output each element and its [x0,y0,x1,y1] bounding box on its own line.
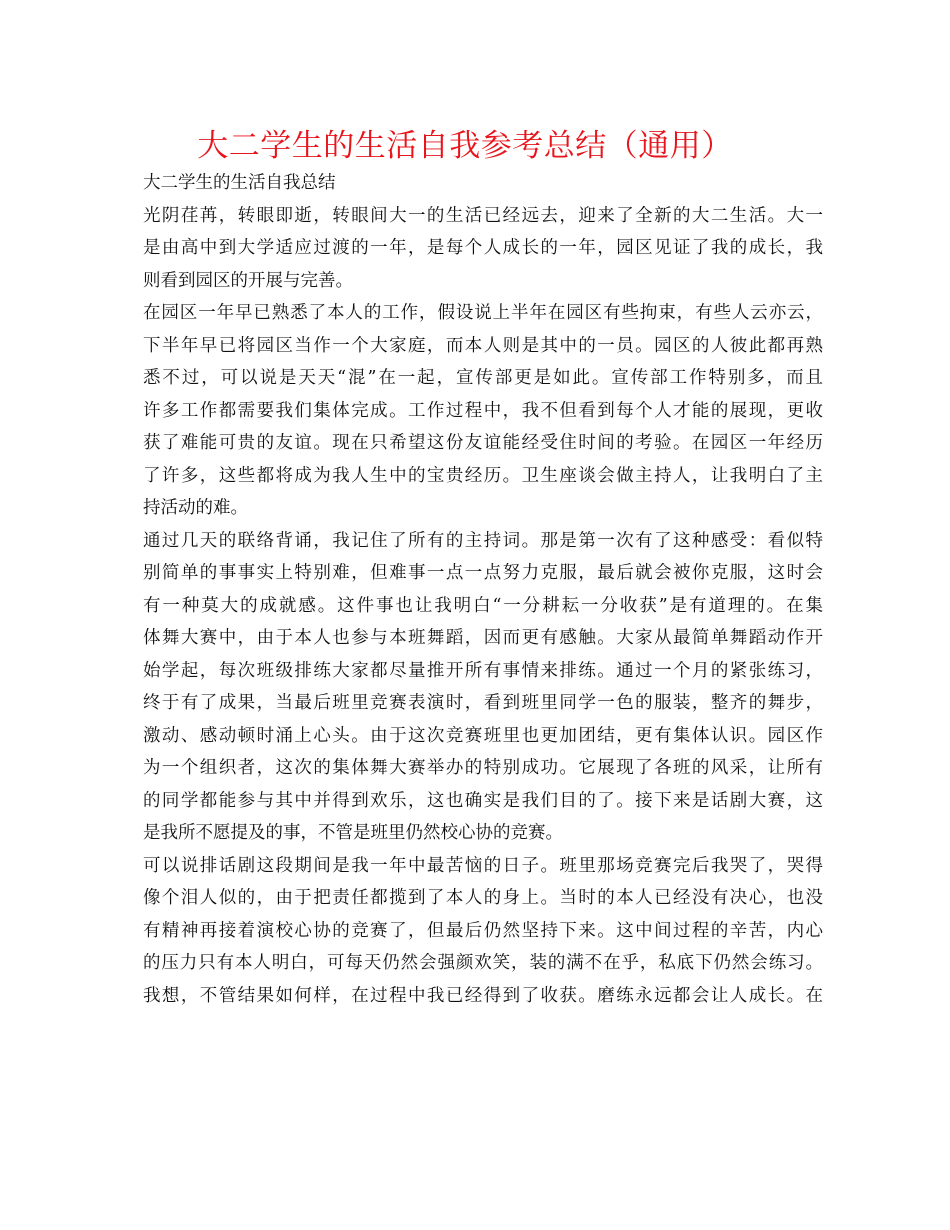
text-line: 像个泪人似的，由于把责任都揽到了本人的身上。当时的本人已经没有决心，也没 [143,888,823,908]
text-line: 体舞大赛中，由于本人也参与本班舞蹈，因而更有感触。大家从最简单舞蹈动作开 [143,628,823,648]
text-line: 获了难能可贵的友谊。现在只希望这份友谊能经受住时间的考验。在园区一年经历 [143,433,823,453]
text-line: 的压力只有本人明白，可每天仍然会强颜欢笑，装的满不在乎，私底下仍然会练习。 [143,953,823,973]
text-line: 大二学生的生活自我总结 [143,173,336,193]
text-line: 持活动的难。 [143,498,248,518]
text-line: 是我所不愿提及的事，不管是班里仍然校心协的竞赛。 [143,823,563,843]
text-line: 是由高中到大学适应过渡的一年，是每个人成长的一年，园区见证了我的成长，我 [143,238,823,258]
text-line: 有精神再接着演校心协的竞赛了，但最后仍然坚持下来。这中间过程的辛苦，内心 [143,920,823,941]
document-title: 大二学生的生活自我参考总结（通用） [197,128,733,164]
text-line: 悉不过，可以说是天天“混”在一起，宣传部更是如此。宣传部工作特别多，而且 [143,368,823,388]
document-body [143,167,823,1012]
text-line: 光阴荏苒，转眼即逝，转眼间大一的生活已经远去，迎来了全新的大二生活。大一 [143,205,823,226]
text-line: 我想，不管结果如何样，在过程中我已经得到了收获。磨练永远都会让人成长。在 [143,985,823,1006]
text-line: 了许多，这些都将成为我人生中的宝贵经历。卫生座谈会做主持人，让我明白了主 [143,465,823,486]
text-line: 终于有了成果，当最后班里竞赛表演时，看到班里同学一色的服装，整齐的舞步， [143,693,823,713]
text-line: 始学起，每次班级排练大家都尽量推开所有事情来排练。通过一个月的紧张练习， [143,660,823,681]
text-line: 可以说排话剧这段期间是我一年中最苦恼的日子。班里那场竞赛完后我哭了，哭得 [143,855,823,876]
text-line: 为一个组织者，这次的集体舞大赛举办的特别成功。它展现了各班的风采，让所有 [143,758,823,778]
text-line: 有一种莫大的成就感。这件事也让我明白“一分耕耘一分收获”是有道理的。在集 [143,595,823,616]
text-line: 激动、感动顿时涌上心头。由于这次竞赛班里也更加团结，更有集体认识。园区作 [143,725,823,746]
text-line: 在园区一年早已熟悉了本人的工作，假设说上半年在园区有些拘束，有些人云亦云， [143,303,823,323]
text-line: 许多工作都需要我们集体完成。工作过程中，我不但看到每个人才能的展现，更收 [143,400,823,421]
text-line: 通过几天的联络背诵，我记住了所有的主持词。那是第一次有了这种感受：看似特 [143,530,823,551]
text-line: 的同学都能参与其中并得到欢乐，这也确实是我们目的了。接下来是话剧大赛，这 [143,790,823,811]
text-line: 下半年早已将园区当作一个大家庭，而本人则是其中的一员。园区的人彼此都再熟 [143,335,823,356]
text-line: 别简单的事事实上特别难，但难事一点一点努力克服，最后就会被你克服，这时会 [143,563,823,583]
text-line: 则看到园区的开展与完善。 [143,270,353,291]
